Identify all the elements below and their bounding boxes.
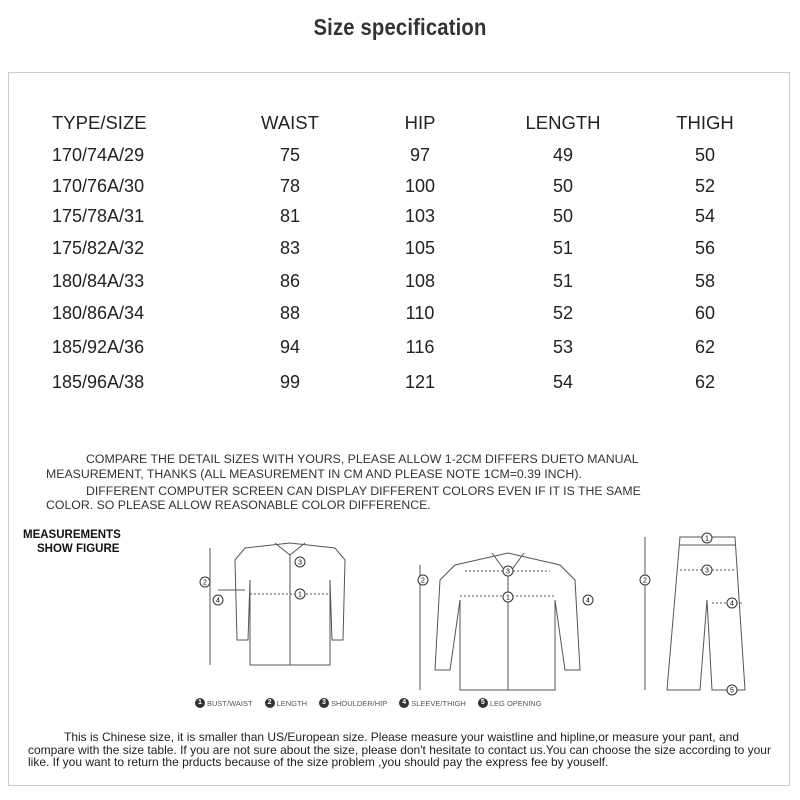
svg-text:3: 3 <box>506 568 510 576</box>
marker-2-icon <box>200 577 210 587</box>
table-cell: 94 <box>279 337 301 357</box>
table-cell: 110 <box>405 303 435 323</box>
table-cell: 99 <box>279 372 301 392</box>
table-cell: 100 <box>404 176 436 196</box>
legend-item <box>399 698 466 708</box>
column-header: THIGH <box>676 112 734 133</box>
svg-text:2: 2 <box>421 577 425 585</box>
table-cell: 52 <box>694 176 716 196</box>
table-cell: 81 <box>279 206 301 226</box>
svg-text:3: 3 <box>705 567 709 575</box>
table-cell: 52 <box>552 303 574 323</box>
table-cell: 75 <box>279 145 301 165</box>
table-cell: 62 <box>694 372 716 392</box>
marker-3-icon <box>702 565 712 575</box>
svg-text:2: 2 <box>203 579 207 587</box>
table-cell: 54 <box>552 372 574 392</box>
note-line: COMPARE THE DETAIL SIZES WITH YOURS, PLEASE ALLOW 1-2CM DIFFERS DUETO MANUAL <box>86 452 639 466</box>
table-cell: 60 <box>694 303 716 323</box>
number-badge-icon: 5 <box>478 698 488 708</box>
marker-2-icon <box>640 575 650 585</box>
number-badge-icon: 2 <box>265 698 275 708</box>
number-badge-icon: 4 <box>399 698 409 708</box>
svg-text:4: 4 <box>586 597 590 605</box>
legend-label: SLEEVE/THIGH <box>411 698 466 708</box>
column-header: WAIST <box>261 112 319 133</box>
number-badge-icon: 1 <box>195 698 205 708</box>
row-size-label: 185/96A/38 <box>52 372 145 392</box>
marker-1-icon <box>295 589 305 599</box>
table-cell: 51 <box>552 238 574 258</box>
table-cell: 108 <box>404 271 436 291</box>
table-cell: 56 <box>694 238 716 258</box>
marker-1-icon <box>702 533 712 543</box>
legend-item <box>478 698 542 708</box>
shirt-diagram <box>210 543 345 665</box>
legend-label: LENGTH <box>276 698 307 708</box>
figure-heading-line2: SHOW FIGURE <box>37 543 120 555</box>
table-cell: 105 <box>404 238 436 258</box>
svg-text:1: 1 <box>298 591 302 599</box>
column-header: TYPE/SIZE <box>52 112 147 133</box>
figure-heading-line1: MEASUREMENTS <box>23 529 121 541</box>
marker-4-icon <box>583 595 593 605</box>
table-cell: 88 <box>279 303 301 323</box>
number-badge-icon: 3 <box>319 698 329 708</box>
table-cell: 78 <box>279 176 301 196</box>
marker-1-icon <box>503 592 513 602</box>
size-disclaimer: This is Chinese size, it is smaller than US/European size. Please measure your waistline and hipline,or measure your pant, and compare with the size table. If you are not sure about the size, please don't hesitate to contact us.You can choose the size according to your like. If you want to return the prducts because of the size problem ,you should pay the express fee by youself. <box>28 730 771 769</box>
table-cell: 86 <box>279 271 301 291</box>
note-line: MEASUREMENT, THANKS (ALL MEASUREMENT IN CM AND PLEASE NOTE 1CM=0.39 INCH). <box>46 467 582 481</box>
legend-label: SHOULDER/HIP <box>330 698 388 708</box>
row-size-label: 180/84A/33 <box>52 271 145 291</box>
table-cell: 83 <box>279 238 301 258</box>
row-size-label: 170/76A/30 <box>52 176 145 196</box>
legend-item <box>319 698 387 708</box>
row-size-label: 180/86A/34 <box>52 303 145 323</box>
row-size-label: 170/74A/29 <box>52 145 145 165</box>
table-cell: 97 <box>409 145 431 165</box>
table-cell: 58 <box>694 271 716 291</box>
marker-4-icon <box>727 598 737 608</box>
legend-item <box>195 698 253 708</box>
measurement-legend <box>195 698 542 708</box>
svg-text:3: 3 <box>298 559 302 567</box>
table-cell: 62 <box>694 337 716 357</box>
marker-2-icon <box>418 575 428 585</box>
svg-text:1: 1 <box>705 535 709 543</box>
row-size-label: 175/82A/32 <box>52 238 145 258</box>
table-cell: 121 <box>404 372 436 392</box>
table-cell: 116 <box>405 337 435 357</box>
svg-text:5: 5 <box>730 687 734 695</box>
table-cell: 50 <box>694 145 716 165</box>
svg-text:4: 4 <box>216 597 220 605</box>
legend-label: BUST/WAIST <box>207 698 253 708</box>
legend-label: LEG OPENING <box>489 698 542 708</box>
row-size-label: 175/78A/31 <box>52 206 145 226</box>
table-cell: 53 <box>552 337 574 357</box>
jacket-diagram <box>420 553 580 690</box>
note-line: DIFFERENT COMPUTER SCREEN CAN DISPLAY DIFFERENT COLORS EVEN IF IT IS THE SAME <box>86 484 641 498</box>
legend-item <box>265 698 307 708</box>
marker-4-icon <box>213 595 223 605</box>
table-cell: 103 <box>404 206 436 226</box>
column-header: LENGTH <box>525 112 601 133</box>
column-header: HIP <box>404 112 436 133</box>
table-cell: 49 <box>552 145 574 165</box>
marker-5-icon <box>727 685 737 695</box>
table-cell: 51 <box>552 271 574 291</box>
page-title: Size specification <box>313 14 487 40</box>
svg-text:2: 2 <box>643 577 647 585</box>
marker-3-icon <box>503 566 513 576</box>
svg-text:1: 1 <box>506 594 510 602</box>
table-cell: 54 <box>694 206 716 226</box>
svg-text:4: 4 <box>730 600 734 608</box>
table-cell: 50 <box>552 206 574 226</box>
row-size-label: 185/92A/36 <box>52 337 145 357</box>
table-cell: 50 <box>552 176 574 196</box>
marker-3-icon <box>295 557 305 567</box>
note-line: COLOR. SO PLEASE ALLOW REASONABLE COLOR DIFFERENCE. <box>46 498 431 512</box>
pants-diagram <box>645 537 745 690</box>
